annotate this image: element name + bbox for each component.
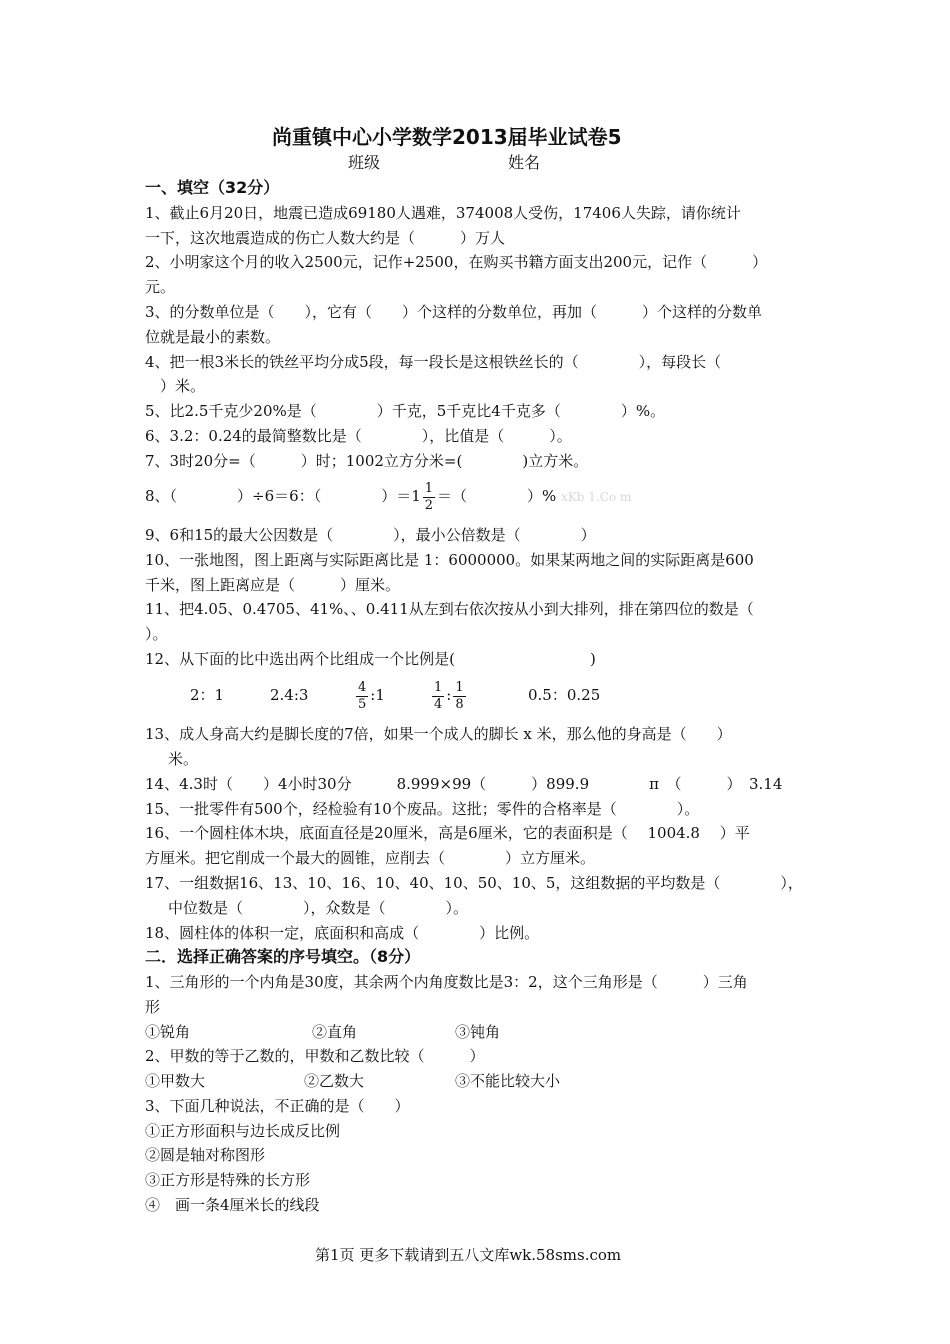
- q8-prefix: 8、（ ）÷6＝6：（ ）＝1: [145, 487, 421, 505]
- question-line: 形: [145, 998, 161, 1016]
- choice-option: ②圆是轴对称图形: [145, 1146, 266, 1164]
- question-line: 一下，这次地震造成的伤亡人数大约是（ ）万人: [145, 229, 506, 247]
- question-line: 米。: [168, 750, 199, 768]
- section-1-heading: 一、填空（32分）: [145, 178, 280, 197]
- question-line: 2、甲数的等于乙数的，甲数和乙数比较（ ）: [145, 1047, 485, 1065]
- question-line: 2、小明家这个月的收入2500元，记作+2500，在购买书籍方面支出200元，记作（ ）: [145, 253, 768, 271]
- r4-den1: 4: [434, 696, 443, 712]
- question-line: 17、一组数据16、13、10、16、10、40、10、50、10、5，这组数据的平均数是（ ），: [145, 874, 803, 892]
- r4-num2: 1: [455, 679, 464, 695]
- question-line: 15、一批零件有500个，经检验有10个废品。这批；零件的合格率是（ ）。: [145, 800, 700, 818]
- r4-num1: 1: [434, 679, 443, 695]
- q8-frac-den: 2: [424, 497, 434, 513]
- choice-option: ③不能比较大小: [455, 1072, 561, 1090]
- question-line: 16、一个圆柱体木块，底面直径是20厘米，高是6厘米，它的表面积是（ 1004.8 ）平: [145, 824, 750, 842]
- question-line: 7、3时20分=（ ）时；1002立方分米=( )立方米。: [145, 452, 589, 470]
- question-line: 14、4.3时（ ）4小时30分 8.999×99（ ）899.9 π （ ） 3.14: [145, 775, 783, 793]
- choice-option: ①甲数大: [145, 1072, 206, 1090]
- ratio-option-5: 0.5：0.25: [528, 686, 601, 704]
- page-footer: 第1页 更多下载请到五八文库wk.58sms.com: [315, 1246, 622, 1264]
- section-2-heading: 二．选择正确答案的序号填空。（8分）: [145, 947, 421, 966]
- name-label: 姓名: [508, 153, 541, 172]
- question-line: 4、把一根3米长的铁丝平均分成5段，每一段长是这根铁丝长的（ ），每段长（: [145, 353, 722, 371]
- question-line: 1、截止6月20日，地震已造成69180人遇难，374008人受伤，17406人失踪，请你统计: [145, 204, 741, 222]
- question-line: 中位数是（ ），众数是（ ）。: [168, 899, 469, 917]
- r3-tail: :1: [370, 686, 385, 704]
- question-line: 13、成人身高大约是脚长度的7倍，如果一个成人的脚长 x 米，那么他的身高是（ ）: [145, 725, 732, 743]
- r4-fraction-2: [453, 680, 465, 713]
- question-line: 11、把4.05、0.4705、41%、、0.411从左到右依次按从小到大排列，排在第四位的数是（: [145, 600, 754, 618]
- question-line: 位就是最小的素数。: [145, 328, 281, 346]
- question-line: 6、3.2：0.24的最简整数比是（ ），比值是（ ）。: [145, 427, 572, 445]
- choice-option: ②直角: [312, 1023, 358, 1041]
- question-line: 元。: [145, 278, 176, 296]
- question-line: ）米。: [145, 377, 206, 395]
- choice-option: ①锐角: [145, 1023, 191, 1041]
- question-line: 方厘米。把它削成一个最大的圆锥，应削去（ ）立方厘米。: [145, 849, 596, 867]
- question-line: 千米，图上距离应是（ ）厘米。: [145, 576, 401, 594]
- r3-fraction: [356, 680, 368, 713]
- question-line: 3、的分数单位是（ ），它有（ ）个这样的分数单位，再加（ ）个这样的分数单: [145, 303, 763, 321]
- question-line: 5、比2.5千克少20%是（ ）千克，5千克比4千克多（ ）%。: [145, 402, 666, 420]
- r3-den: 5: [358, 696, 367, 712]
- question-line: 18、圆柱体的体积一定，底面积和高成（ ）比例。: [145, 924, 540, 942]
- exam-title: 尚重镇中心小学数学2013届毕业试卷5: [272, 125, 622, 149]
- question-line: 12、从下面的比中选出两个比组成一个比例是( ): [145, 650, 596, 668]
- ratio-option-4: [430, 676, 468, 714]
- ratio-option-2: 2.4:3: [270, 686, 309, 704]
- r4-den2: 8: [455, 696, 464, 712]
- q8-fraction: [423, 481, 435, 514]
- choice-option: ②乙数大: [304, 1072, 365, 1090]
- question-line: 1、三角形的一个内角是30度，其余两个内角度数比是3：2，这个三角形是（ ）三角: [145, 973, 748, 991]
- class-label: 班级: [348, 153, 381, 172]
- choice-option: ①正方形面积与边长成反比例: [145, 1122, 341, 1140]
- choice-option: ③钝角: [455, 1023, 501, 1041]
- q8-suffix: ＝（ ）%: [437, 487, 557, 505]
- ratio-option-3: [354, 676, 385, 714]
- question-line: 3、下面几种说法，不正确的是（ ）: [145, 1097, 410, 1115]
- choice-option: ③正方形是特殊的长方形: [145, 1171, 311, 1189]
- r3-num: 4: [358, 679, 367, 695]
- question-line: 10、一张地图，图上距离与实际距离比是 1：6000000。如果某两地之间的实际距离是600: [145, 551, 754, 569]
- watermark: xKb 1.Co m: [561, 490, 632, 504]
- r4-fraction-1: [432, 680, 444, 713]
- question-8: [145, 479, 631, 514]
- choice-option: ④ 画一条4厘米长的线段: [145, 1196, 320, 1214]
- r4-mid: :: [446, 686, 452, 704]
- question-line: 9、6和15的最大公因数是（ ），最小公倍数是（ ）: [145, 526, 596, 544]
- question-line: ）。: [145, 625, 168, 643]
- q8-frac-num: 1: [424, 480, 434, 496]
- ratio-option-1: 2：1: [190, 686, 225, 704]
